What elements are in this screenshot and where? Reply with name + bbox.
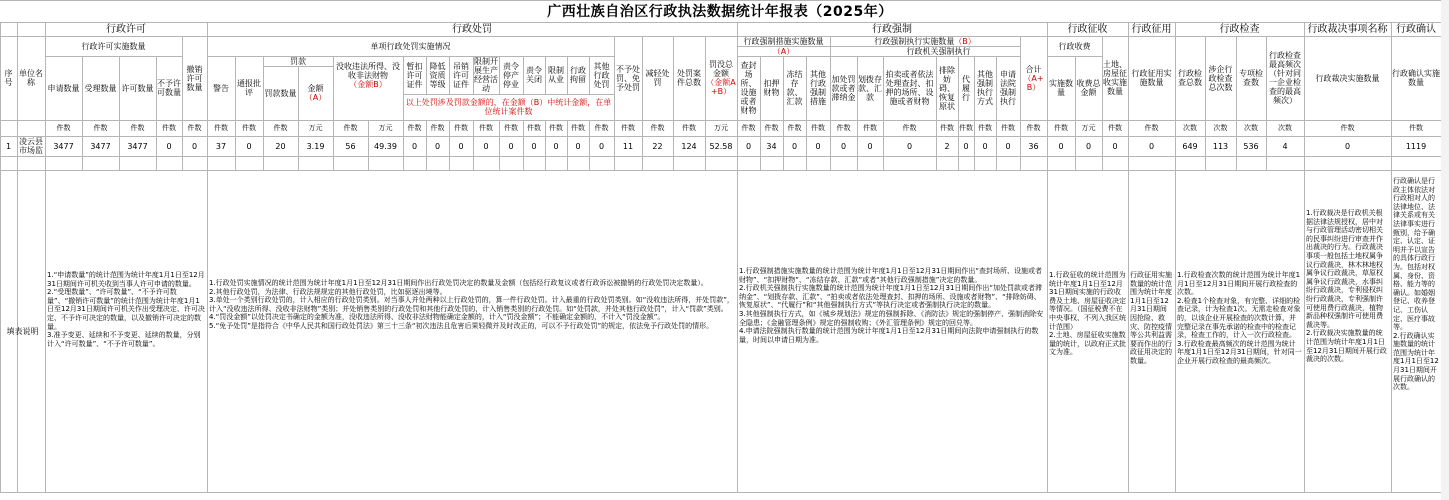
unit-cell: 件数 — [1026, 123, 1041, 132]
header-check-max: 行政检查最高频次（针对同一企业检查的最高频次） — [1269, 51, 1301, 105]
data-cell-fee-amount[interactable]: 0 — [1085, 141, 1092, 151]
data-cell-notice-crit[interactable]: 0 — [246, 141, 252, 151]
unit-cell: 件数 — [959, 123, 973, 132]
header-apply-court: 申请法院强制执行 — [1000, 70, 1016, 106]
header-notice-criticism: 通报批评 — [237, 79, 261, 97]
unit-cell: 件数 — [549, 123, 563, 132]
group-xingzheng-jiancha: 行政检查 — [1219, 23, 1260, 35]
unit-cell: 件数 — [1001, 123, 1015, 132]
header-close: 责令关闭 — [526, 66, 542, 84]
data-cell-proxy[interactable]: 0 — [963, 141, 969, 151]
header-xuke-impl: 行政许可实施数量 — [81, 41, 146, 51]
data-cell-suspend-lic[interactable]: 0 — [411, 141, 418, 151]
unit-cell: 万元 — [308, 123, 323, 132]
unit-cell: 件数 — [594, 123, 609, 132]
header-warn: 警告 — [213, 83, 229, 93]
unit-cell: 件数 — [187, 123, 202, 132]
data-cell-limit-act[interactable]: 0 — [483, 141, 489, 151]
unit-cell: 件数 — [940, 123, 954, 132]
unit-cell: 件数 — [479, 123, 493, 132]
header-seq: 序号 — [4, 69, 13, 87]
header-revoke: 撤销许可数量 — [186, 64, 203, 92]
unit-cell: 件数 — [504, 123, 518, 132]
unit-cell: 件数 — [93, 123, 108, 132]
header-apply: 申请数量 — [47, 83, 80, 93]
header-seize: 扣押财物 — [763, 79, 780, 97]
header-fine-conf-total — [705, 36, 737, 120]
group-xingzheng-xuke: 行政许可 — [106, 23, 146, 35]
header-fine-conf-total-label: 罚没总金额 — [709, 60, 733, 78]
header-fine-amount-label: 金额 — [307, 84, 324, 93]
header-grant: 许可数量 — [121, 83, 154, 93]
data-cell-fine-amount[interactable]: 3.19 — [306, 141, 325, 151]
row-seq: 1 — [5, 141, 12, 151]
header-remove: 排除妨碍、恢复原状 — [939, 65, 955, 111]
data-cell-seize[interactable]: 34 — [766, 141, 777, 151]
header-other-exec: 其他强制执行方式 — [977, 70, 993, 106]
group-xingzheng-zhengshou: 行政征收 — [1067, 23, 1108, 35]
unit-cell: 万元 — [1081, 123, 1096, 132]
data-cell-lower-qual[interactable]: 0 — [434, 141, 441, 151]
header-confiscate-label: 没收违法所得、没收非法财物 — [336, 61, 400, 80]
unit-cell: 次数 — [1183, 123, 1197, 132]
data-cell-stop-prod[interactable]: 0 — [508, 141, 514, 151]
header-total-ab-label: 合计 — [1025, 64, 1042, 74]
unit-cell: 件数 — [741, 123, 756, 132]
data-cell-other-measure[interactable]: 0 — [815, 141, 821, 151]
notes-label: 填表说明 — [6, 326, 39, 336]
data-cell-qr-count[interactable]: 1119 — [1405, 141, 1427, 151]
data-cell-check-max[interactable]: 4 — [1282, 141, 1288, 151]
note-qiangzhi: 1.行政强制措施实施数量的统计范围为统计年度1月1日至12月31日期间作出“查封场所、设施或者财物”、“扣押财物”、“冻结存款、汇款”或者“其他行政强制措施”决定的数量。 2.行政机关强制执行实施数量的统计范围为统计年度1月1日至12月31日期间作出“加处罚款或者滞纳金”、“划拨存款、汇款”、“拍卖或者依法处理查封、扣押的场所、设施或者财物”、“排除妨碍、恢复原状”、“代履行”和“其他强制执行方式”等执行决定或者强制执行决定的数量。 3.其他强制执行方式，如《城乡规划法》规定的强制拆除、《消防法》规定的强制停产、强制消除安全隐患；《金融管理条例》规定的强制收购；《外汇管理条例》规定的回兑等。 4.申请法院强制执行数量的统计范围为统计年度1月1日至12月31日期间向法院申请强制执行的数量，时间以申请日期为准。 — [739, 267, 1044, 344]
header-measure-a: （A） — [772, 46, 795, 56]
header-confiscate — [333, 56, 403, 94]
header-auction: 拍卖或者依法处理查封、扣押的场所、设施或者财物 — [885, 70, 934, 106]
unit-cell: 件数 — [682, 123, 696, 132]
unit-cell: 件数 — [902, 123, 917, 132]
header-total-ab — [1020, 36, 1047, 120]
unit-cell: 件数 — [1144, 123, 1159, 132]
unit-cell: 件数 — [1340, 123, 1355, 132]
header-exec-agency: 行政机关强制执行 — [906, 46, 971, 56]
data-cell-other-exec[interactable]: 0 — [982, 141, 988, 151]
unit-cell: 万元 — [714, 123, 728, 132]
header-land: 土地、房屋征收实施数量 — [1103, 60, 1127, 96]
header-fine-count: 罚款数量 — [264, 88, 297, 98]
header-check-enterprise: 涉企行政检查总次数 — [1208, 64, 1233, 92]
data-cell-xk-apply[interactable]: 3477 — [53, 141, 74, 151]
header-caijue-count: 行政裁决实施数量 — [1315, 73, 1380, 83]
data-cell-check-total[interactable]: 649 — [1182, 141, 1198, 151]
data-cell-total-ab[interactable]: 36 — [1028, 141, 1039, 151]
header-measure-impl: 行政强制措施实施数量 — [743, 36, 824, 46]
unit-cell: 件数 — [162, 123, 176, 132]
data-cell-xk-grant[interactable]: 3477 — [127, 141, 148, 151]
data-cell-other-pen[interactable]: 0 — [598, 141, 605, 151]
unit-cell: 万元 — [378, 123, 393, 132]
unit-cell: 件数 — [1409, 123, 1423, 132]
unit-cell: 件数 — [130, 123, 145, 132]
header-surcharge: 加处罚款或者滞纳金 — [831, 74, 856, 102]
header-transfer: 划拨存款、汇款 — [858, 74, 882, 102]
data-cell-total-cases[interactable]: 124 — [681, 141, 697, 151]
unit-cell: 次数 — [1278, 123, 1292, 132]
data-cell-revoke-lic[interactable]: 0 — [458, 141, 464, 151]
data-cell-zy-count[interactable]: 0 — [1148, 141, 1155, 151]
note-zhengshou: 1.行政征收的统计范围为统计年度1月1日至12月31日期间实施的行政收费及土地、房屋征收决定等情况。（国征税费不在中央事权、不列入我区统计范围） 2.土地、房屋征收实施数量的统计，以政府正式批文为准。 — [1049, 271, 1126, 357]
header-exec-impl — [830, 36, 1020, 46]
header-fee: 行政收费 — [1058, 41, 1091, 51]
header-accept: 受理数量 — [84, 83, 117, 93]
header-zhengyong-count: 行政征用实施数量 — [1131, 69, 1172, 87]
data-cell-detain[interactable]: 0 — [575, 141, 581, 151]
data-cell-transfer[interactable]: 0 — [867, 141, 873, 151]
unit-cell: 件数 — [343, 123, 358, 132]
note-queren: 行政确认是行政主体依法对行政相对人的法律地位、法律关系或有关法律事实进行甄别，给予确定、认定、证明并予以宣告的具体行政行为。包括对权属、身份、资格、能力等的确认。如婚姻登记、收养登记、工伤认定、医疗事故等。 2.行政确认实施数量的统计范围为统计年度1月1日至12月31日期间开展行政确认的次数。 — [1393, 177, 1439, 392]
header-confiscate-b: （金额B） — [349, 79, 387, 89]
data-cell-limit-job[interactable]: 0 — [553, 141, 559, 151]
data-cell-fine-conf-total[interactable]: 52.58 — [709, 141, 733, 151]
data-cell-close[interactable]: 0 — [531, 141, 537, 151]
header-stop-production: 责令停产停业 — [503, 61, 519, 89]
data-cell-no-pen[interactable]: 11 — [622, 141, 634, 151]
note-chufa: 1.行政处罚实施情况的统计范围为统计年度1月1日至12月31日期间作出行政处罚决定的数量及金额（包括经行政复议或者行政诉讼被撤销的行政处罚决定数量）。 2.其他行政处罚，为法律、行政法规规定的其他行政处罚，比如驱逐出境等。 3.单处一个类别行政处罚的，计入相应的行政处罚类别。对当事人并处两种以上行政处罚的，算一件行政处罚。计入最重的行政处罚类别。如“没收违法所得，并处罚款”，计入“没收违法所得、没收非法财物”类别；并处销售类别的行政处罚和其他行政处罚的，计入销售类别的行政处罚。如“处罚款，并处其他行政处罚”，计入“罚款”类别。 4.“罚没金额”以处罚决定书确定的金额为准，没收违法所得、没收非法财物能确定金额的，计入“罚没金额”；不能确定金额的，不计入“罚没金额”。 5.“免予处罚”是指符合《中华人民共和国行政处罚法》第三十三条“初次违法且危害后果轻微并及时改正的，可以不予行政处罚”的规定，依法免予行政处罚的情形。 — [209, 279, 734, 330]
header-seal: 查封场所、设施或者财物 — [740, 61, 757, 115]
scroll-gutter[interactable] — [1441, 0, 1449, 500]
header-fine-amount-a: （A） — [304, 93, 327, 102]
header-fine-conf-ab: （金额A+B） — [706, 78, 736, 96]
note-caijue: 1.行政裁决是行政机关根据法律法规授权，居中对与行政管理活动密切相关的民事纠纷进行审查并作出裁决的行为。行政裁决事项一般包括土地权属争议行政裁决，林木林地权属争议行政裁决，草原权属争议行政裁决，水事纠纷行政裁决，专利侵权纠纷行政裁决，专利强制许可使用费行政裁决，植物新品种权强制许可使用费裁决等。 2.行政裁决实施数量的统计范围为统计年度1月1日至12月31日期间开展行政裁决的次数。 — [1306, 209, 1387, 364]
data-cell-xk-deny[interactable]: 0 — [166, 141, 172, 151]
data-cell-freeze[interactable]: 0 — [791, 141, 798, 151]
note-xuke: 1.“申请数量”的统计范围为统计年度1月1日至12月31日期间许可机关收到当事人许可申请的数量。 2.“受理数量”、“许可数量”、“不予许可数量”、“撤销许可数量”的统计范围为统计年度1月1日至12月31日期间许可机关作出受理决定、许可决定、不予许可决定的数量，以及撤销许可决定的数量。 3.准予变更、延续和不予变更、延续的数量，分别计入“许可数量”、“不予许可数量”。 — [47, 271, 205, 348]
group-xingzheng-caijue: 行政裁决事项名称 — [1307, 23, 1388, 35]
data-cell-check-special[interactable]: 536 — [1243, 141, 1259, 151]
data-cell-xk-accept[interactable]: 3477 — [90, 141, 111, 151]
data-cell-apply-court[interactable]: 0 — [1005, 141, 1011, 151]
unit-cell: 件数 — [1108, 123, 1122, 132]
group-xingzheng-chufa: 行政处罚 — [452, 23, 492, 35]
unit-cell: 件数 — [527, 123, 541, 132]
unit-cell: 件数 — [407, 123, 422, 132]
header-lower-qualification: 降低资质等级 — [429, 61, 446, 89]
report-title: 广西壮族自治区行政执法数据统计年报表（2025年） — [547, 4, 893, 20]
header-fine-amount — [298, 66, 333, 120]
unit-cell: 件数 — [273, 123, 288, 132]
group-xingzheng-queren: 行政确认 — [1396, 23, 1436, 35]
header-suspend-license: 暂扣许可证件 — [406, 61, 423, 89]
data-cell-xk-revoke[interactable]: 0 — [191, 141, 198, 151]
unit-cell: 件数 — [1054, 123, 1068, 132]
header-fine: 罚款 — [290, 56, 306, 66]
data-cell-land[interactable]: 0 — [1112, 141, 1118, 151]
header-total-ab-note: （A+B） — [1023, 73, 1044, 92]
data-cell-auction[interactable]: 0 — [906, 141, 913, 151]
unit-cell: 次数 — [1244, 123, 1258, 132]
header-limit-job: 限制从业 — [548, 66, 564, 84]
header-deny: 不予许可数量 — [157, 79, 181, 97]
header-unit: 单位名称 — [19, 69, 43, 87]
unit-cell: 件数 — [650, 123, 665, 132]
header-other-penalty: 其他行政处罚 — [593, 61, 610, 89]
data-cell-light-pen[interactable]: 22 — [652, 141, 663, 151]
group-xingzheng-zhengyong: 行政征用 — [1131, 23, 1172, 35]
group-xingzheng-qiangzhi: 行政强制 — [872, 23, 912, 35]
header-queren-count: 行政确认实施数量 — [1392, 69, 1440, 87]
data-cell-seal[interactable]: 0 — [745, 141, 752, 151]
data-cell-warn[interactable]: 37 — [215, 141, 227, 151]
header-fee-impl: 实施数量 — [1049, 79, 1073, 97]
data-cell-fine-count[interactable]: 20 — [275, 141, 286, 151]
unit-cell: 次数 — [1213, 123, 1228, 132]
note-zhengyong: 行政征用实施数量的统计范围为统计年度1月1日至12月31日期间因抢险、救灾、防控疫情等公共利益需要而作出的行政征用决定的数量。 — [1130, 271, 1172, 365]
unit-cell: 件数 — [242, 123, 256, 132]
unit-cell: 件数 — [836, 123, 851, 132]
note-jiancha: 1.行政检查次数的统计范围为统计年度1月1日至12月31日期间开展行政检查的次数。 2.检查1个检查对象，有完整、详细的检查记录，计为检查1次。无需走检查对象的，以该企业开展检查的次数计算，并完整记录在事先承诺的检查中的检查记录，检查工作的，计入一次行政检查。 3.行政检查最高频次的统计范围为统计年度1月1日至12月31日期间，针对同一企业开展行政检查的最高频次。 — [1177, 271, 1302, 365]
data-cell-cj-count[interactable]: 0 — [1344, 141, 1351, 151]
header-exec-impl-label: 行政强制执行实施数量 — [874, 36, 955, 46]
unit-cell: 件数 — [214, 123, 228, 132]
unit-cell: 件数 — [787, 123, 802, 132]
data-cell-conf-count[interactable]: 56 — [345, 141, 356, 151]
unit-cell: 件数 — [978, 123, 992, 132]
unit-cell: 件数 — [811, 123, 825, 132]
header-exec-b: （B） — [954, 36, 976, 46]
data-cell-remove[interactable]: 2 — [944, 141, 950, 151]
unit-cell: 件数 — [56, 123, 71, 132]
header-other-measure: 其他行政强制措施 — [810, 70, 826, 106]
header-detain: 行政拘留 — [570, 66, 586, 84]
unit-cell: 件数 — [571, 123, 585, 132]
unit-cell: 件数 — [621, 123, 635, 132]
data-cell-fee-impl[interactable]: 0 — [1058, 141, 1064, 151]
header-total-cases: 处罚案件总数 — [677, 69, 701, 87]
header-chufa-impl: 单项行政处罚实施情况 — [370, 41, 451, 51]
unit-cell: 件数 — [454, 123, 468, 132]
unit-cell: 件数 — [430, 123, 445, 132]
data-cell-surcharge[interactable]: 0 — [840, 141, 847, 151]
header-revoke-license: 吊销许可证件 — [453, 61, 469, 89]
unit-cell: 件数 — [863, 123, 877, 132]
unit-cell: 件数 — [764, 123, 779, 132]
header-no-penalty: 不予处罚、免予处罚 — [616, 64, 640, 92]
header-check-special: 专项检查数 — [1239, 69, 1263, 87]
header-check-total: 行政检查总数 — [1178, 69, 1202, 87]
header-red-note: 以上处罚涉及罚款金额的，在金额（B）中统计金额，在单位统计案件数 — [405, 98, 612, 116]
header-light-penalty: 减轻处罚 — [645, 69, 670, 87]
header-fee-amount: 收费总金额 — [1076, 79, 1101, 97]
header-proxy: 代履行 — [962, 74, 970, 102]
header-freeze: 冻结存款、汇款 — [786, 70, 803, 106]
header-limit-activity: 限制开展生产经营活动 — [474, 57, 498, 93]
row-unit-name: 凌云县市场监 — [19, 137, 43, 155]
data-cell-check-enterprise[interactable]: 113 — [1212, 141, 1229, 151]
data-cell-conf-amount[interactable]: 49.39 — [374, 141, 397, 151]
